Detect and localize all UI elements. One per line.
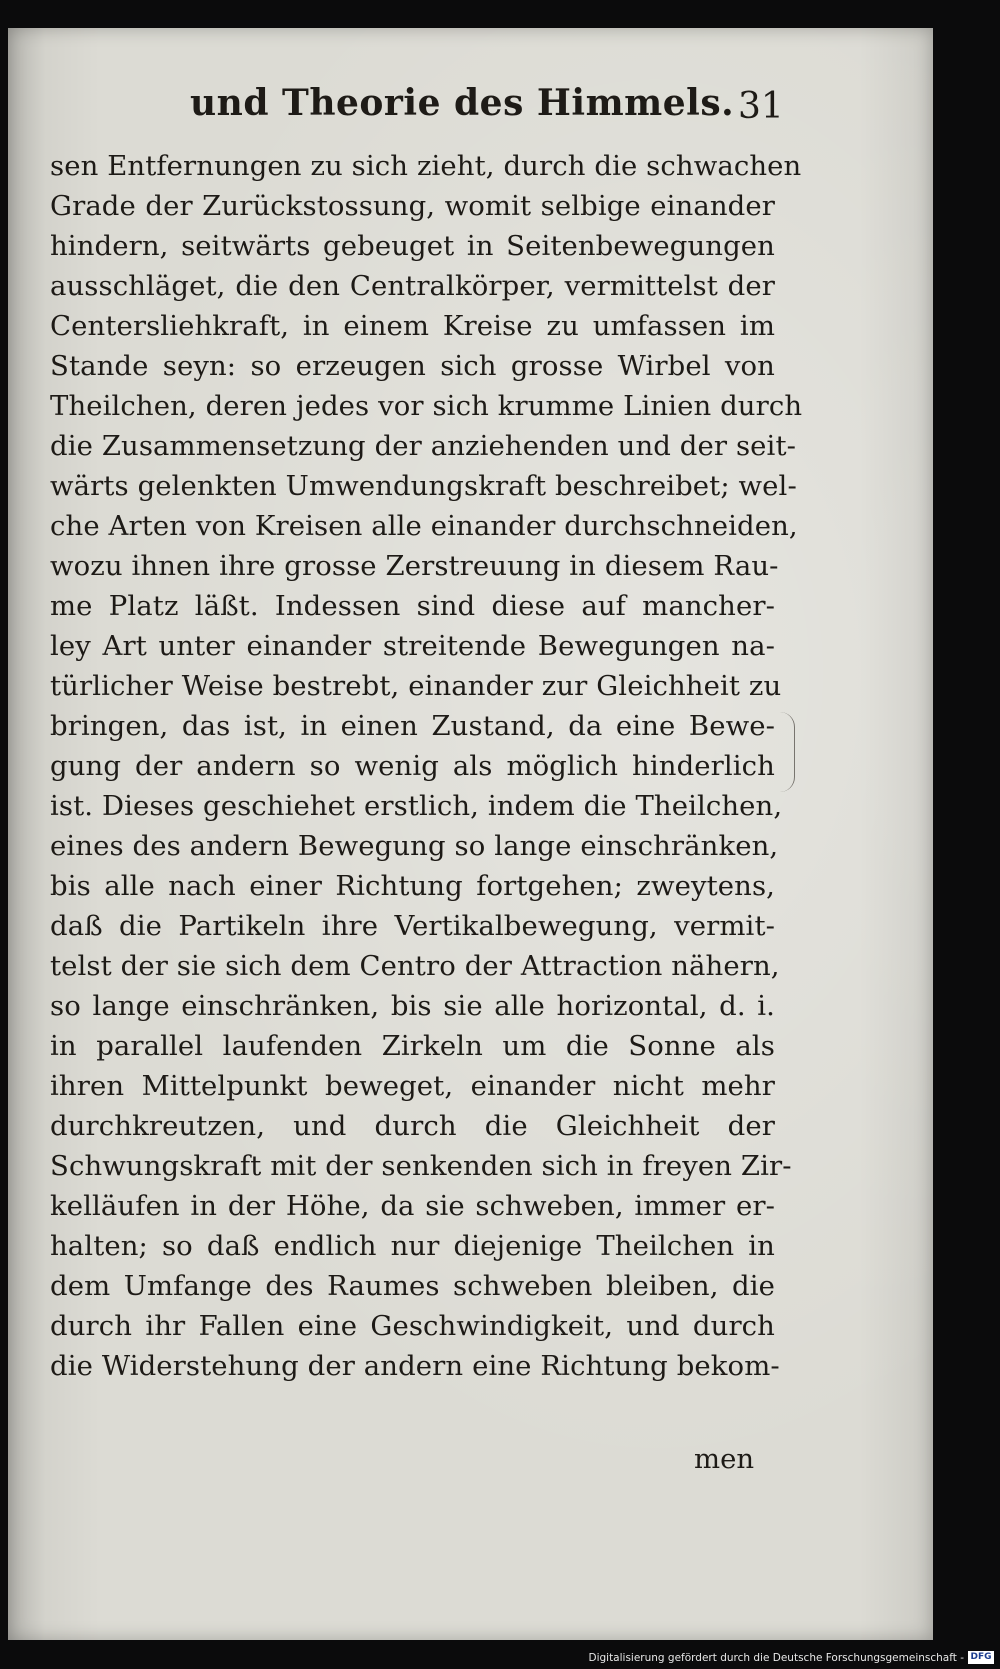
text-line: die Widerstehung der andern eine Richtung bekom- — [50, 1350, 780, 1382]
text-line: gung der andern so wenig als möglich hinderlich — [50, 750, 775, 782]
text-line: ihren Mittelpunkt beweget, einander nicht mehr — [50, 1070, 775, 1102]
text-line: wozu ihnen ihre grosse Zerstreuung in diesem Rau- — [50, 550, 779, 582]
text-line: durchkreutzen, und durch die Gleichheit der — [50, 1110, 775, 1142]
page-number: 31 — [738, 86, 784, 127]
text-line: ausschläget, die den Centralkörper, vermittelst der — [50, 270, 775, 302]
running-head: und Theorie des Himmels. — [190, 82, 735, 124]
text-line: sen Entfernungen zu sich zieht, durch die schwachen — [50, 150, 802, 182]
text-line: hindern, seitwärts gebeuget in Seitenbewegungen — [50, 230, 775, 262]
text-line: che Arten von Kreisen alle einander durchschneiden, — [50, 510, 798, 542]
catchword: men — [694, 1443, 755, 1475]
margin-pencil-mark — [780, 712, 795, 792]
text-line: durch ihr Fallen eine Geschwindigkeit, und durch — [50, 1310, 775, 1342]
dfg-logo: DFG — [968, 1651, 994, 1664]
text-line: kelläufen in der Höhe, da sie schweben, immer er- — [50, 1190, 775, 1222]
text-line: halten; so daß endlich nur diejenige Theilchen in — [50, 1230, 775, 1262]
text-line: Schwungskraft mit der senkenden sich in freyen Zir- — [50, 1150, 792, 1182]
text-line: Centersliehkraft, in einem Kreise zu umfassen im — [50, 310, 775, 342]
text-line: wärts gelenkten Umwendungskraft beschreibet; wel- — [50, 470, 797, 502]
text-line: ist. Dieses geschiehet erstlich, indem die Theilchen, — [50, 790, 783, 822]
text-line: me Platz läßt. Indessen sind diese auf mancher- — [50, 590, 775, 622]
text-line: Theilchen, deren jedes vor sich krumme Linien durch — [50, 390, 803, 422]
text-line: Grade der Zurückstossung, womit selbige einander — [50, 190, 775, 222]
text-line: Stande seyn: so erzeugen sich grosse Wirbel von — [50, 350, 775, 382]
text-line: bis alle nach einer Richtung fortgehen; zweytens, — [50, 870, 775, 902]
text-line: eines des andern Bewegung so lange einschränken, — [50, 830, 779, 862]
text-line: daß die Partikeln ihre Vertikalbewegung, vermit- — [50, 910, 775, 942]
text-line: bringen, das ist, in einen Zustand, da eine Bewe- — [50, 710, 775, 742]
text-line: so lange einschränken, bis sie alle horizontal, d. i. — [50, 990, 775, 1022]
text-line: ley Art unter einander streitende Bewegungen na- — [50, 630, 775, 662]
text-line: türlicher Weise bestrebt, einander zur Gleichheit zu — [50, 670, 782, 702]
digitization-credit: Digitalisierung gefördert durch die Deutsche Forschungsgemeinschaft - — [588, 1652, 964, 1664]
text-line: in parallel laufenden Zirkeln um die Sonne als — [50, 1030, 775, 1062]
text-line: telst der sie sich dem Centro der Attraction nähern, — [50, 950, 780, 982]
body-text — [50, 146, 803, 1386]
text-line: die Zusammensetzung der anziehenden und der seit- — [50, 430, 796, 462]
text-line: dem Umfange des Raumes schweben bleiben, die — [50, 1270, 775, 1302]
